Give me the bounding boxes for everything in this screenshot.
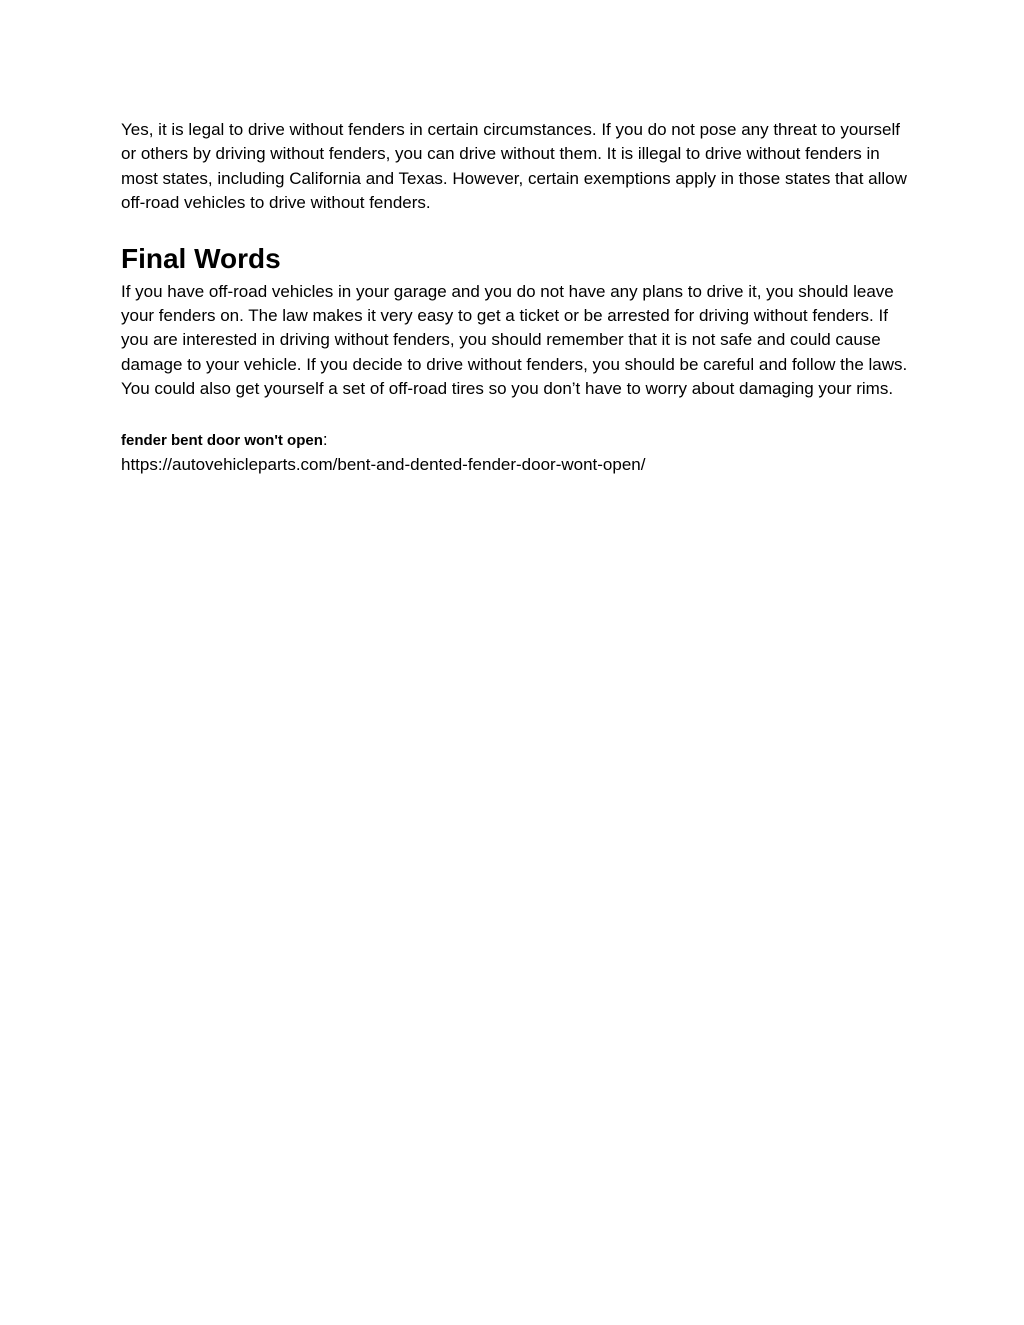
reference-link-block	[121, 428, 911, 477]
reference-label: fender bent door won't open	[121, 431, 323, 449]
intro-paragraph: Yes, it is legal to drive without fenders in certain circumstances. If you do not pose any threat to yourself or others by driving without fenders, you can drive without them. It is illegal to drive without fenders in most states, including California and Texas. However, certain exemptions apply in those states that allow off-road vehicles to drive without fenders.	[121, 120, 907, 213]
final-words-paragraph: If you have off-road vehicles in your garage and you do not have any plans to drive it, you should leave your fenders on. The law makes it very easy to get a ticket or be arrested for driving without fenders. If you are interested in driving without fenders, you should remember that it is not safe and could cause damage to your vehicle. If you decide to drive without fenders, you should be careful and follow the laws. You could also get yourself a set of off-road tires so you don’t have to worry about damaging your rims.	[121, 281, 908, 399]
document-page	[121, 118, 911, 477]
reference-label-line	[121, 428, 911, 453]
final-words-heading: Final Words	[121, 242, 281, 274]
reference-separator: :	[322, 429, 328, 449]
reference-url-link[interactable]: https://autovehicleparts.com/bent-and-dented-fender-door-wont-open/	[121, 454, 646, 474]
